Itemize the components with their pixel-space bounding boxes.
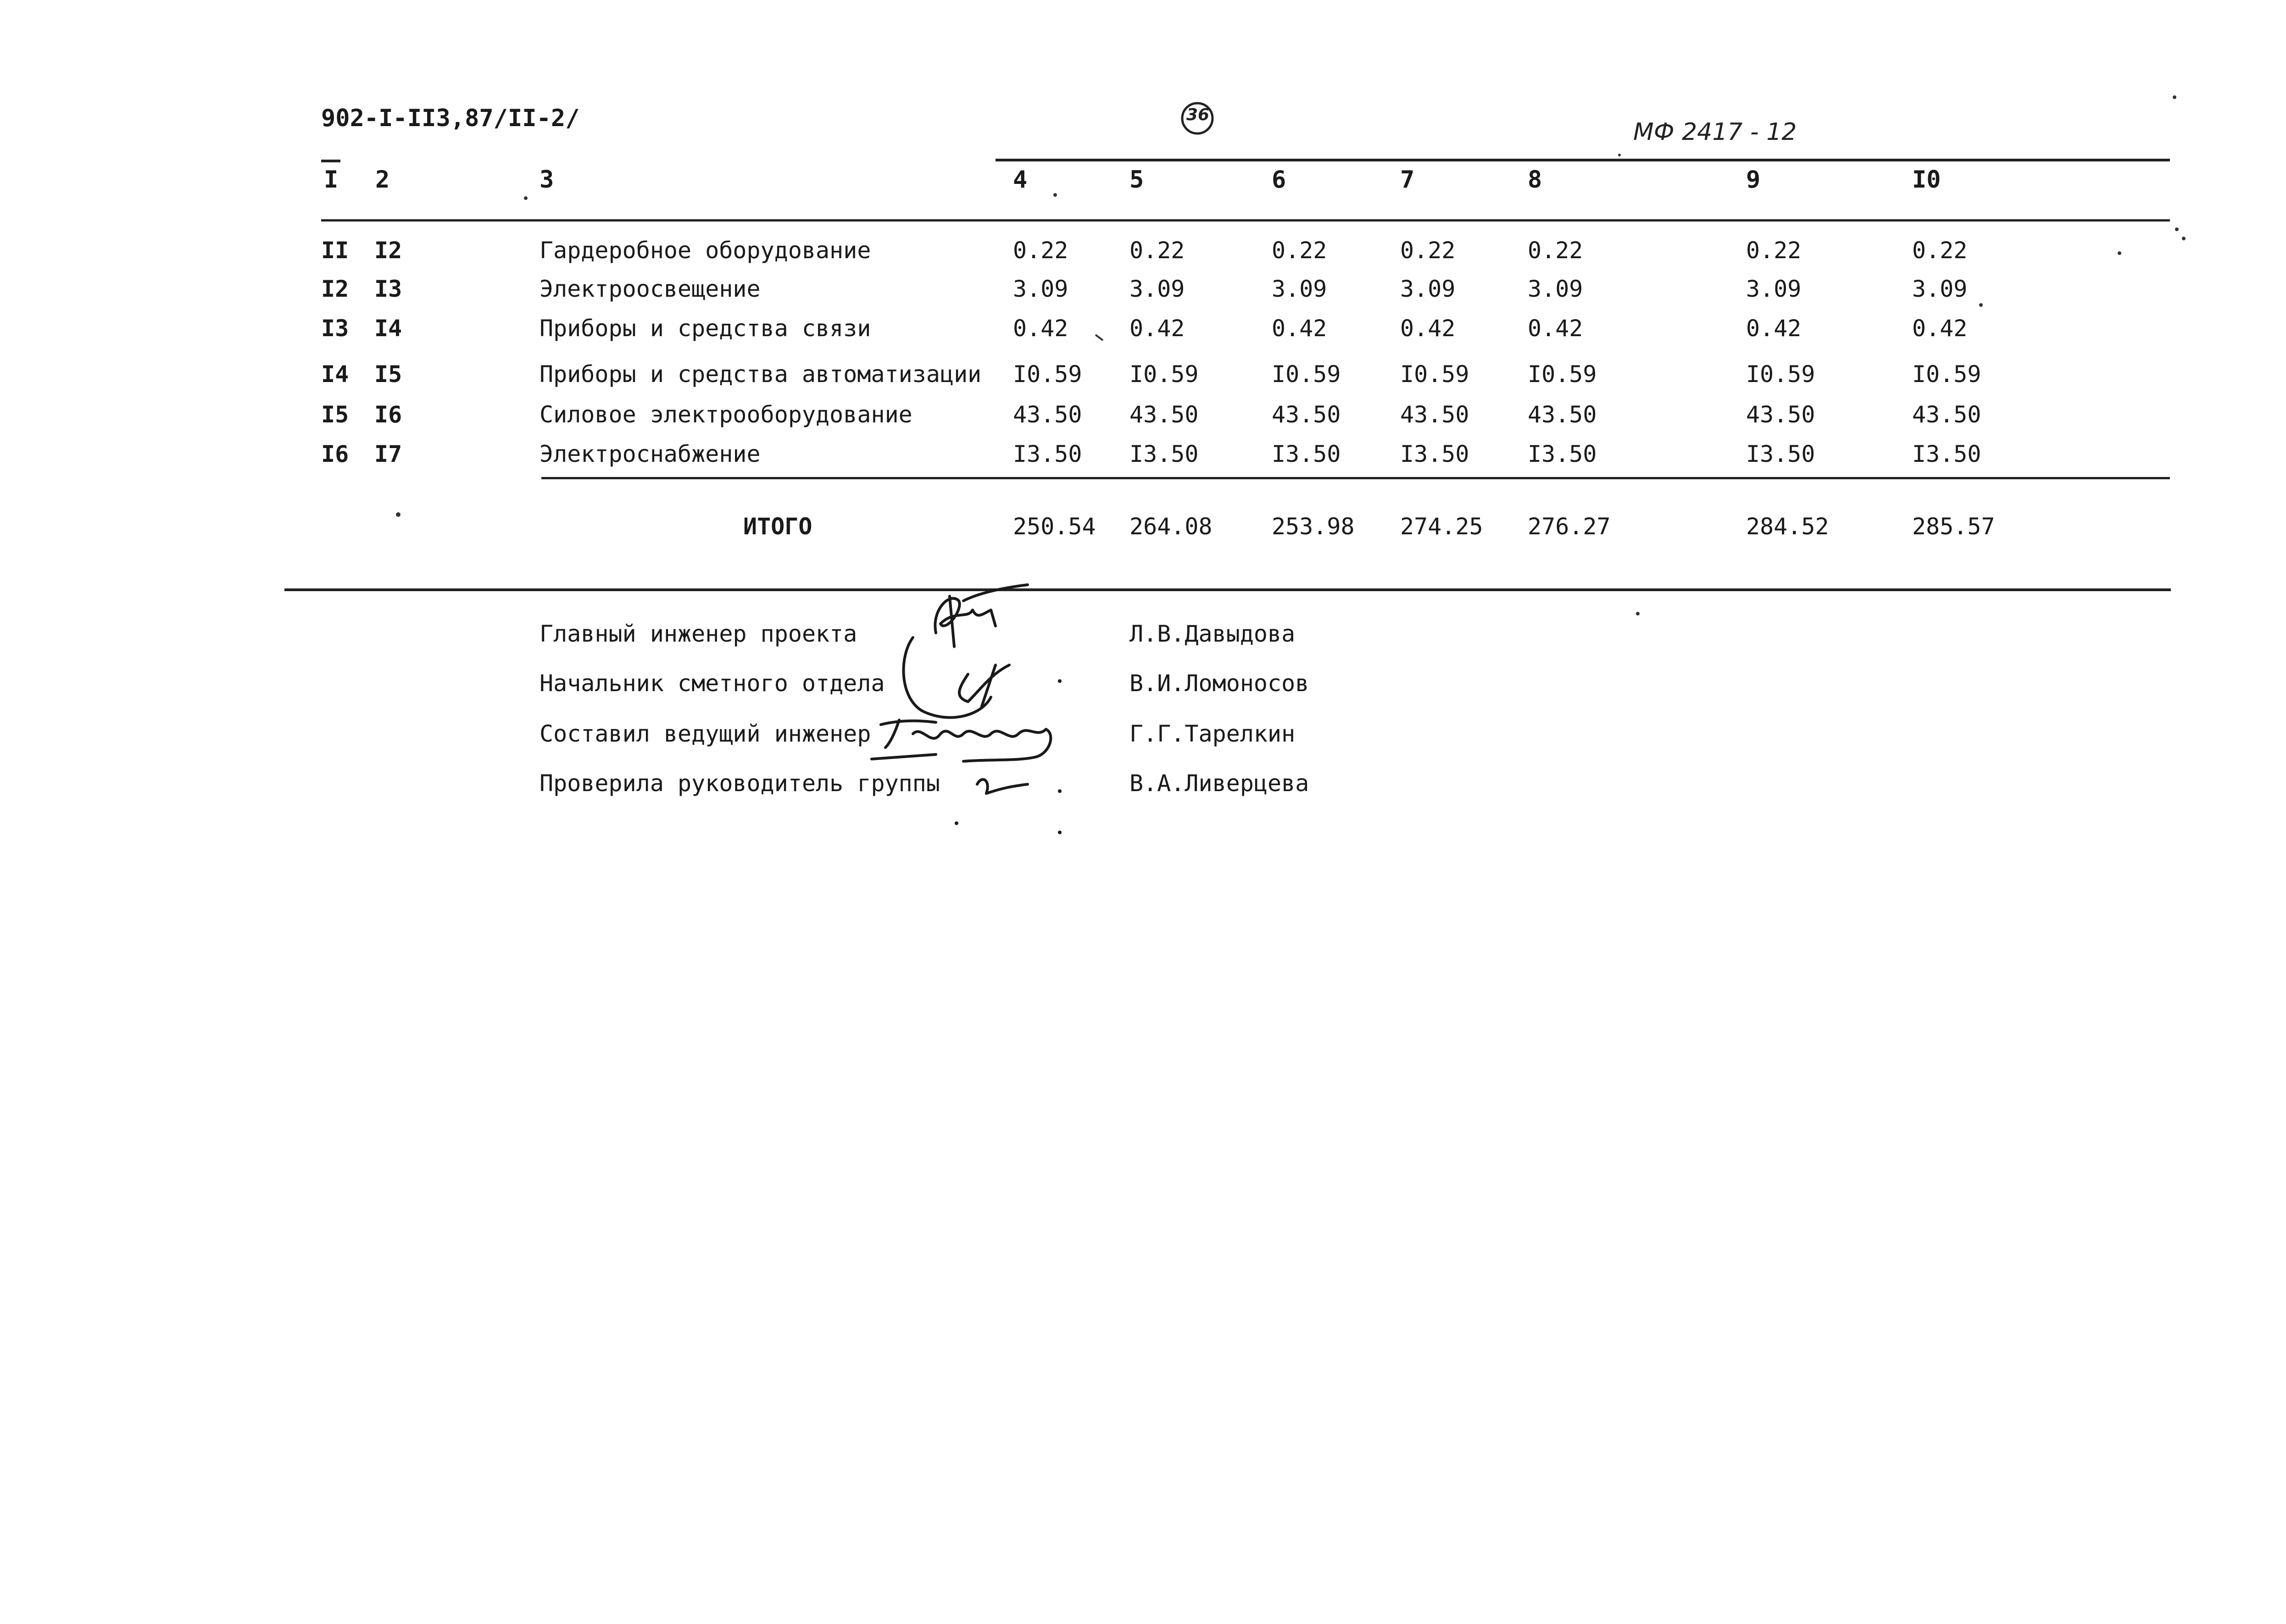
- row-name: Приборы и средства автоматизации: [540, 361, 982, 388]
- col-header-7: 7: [1400, 166, 1415, 194]
- row-value: 43.50: [1528, 401, 1597, 428]
- row-value: I3.50: [1129, 441, 1199, 467]
- row-value: 0.42: [1129, 315, 1185, 342]
- row-value: 3.09: [1129, 276, 1185, 302]
- row-col1: I2: [321, 276, 349, 302]
- row-value: 0.22: [1013, 237, 1068, 264]
- row-col2: I4: [374, 315, 402, 342]
- row-name: Приборы и средства связи: [540, 315, 871, 342]
- row-col2: I5: [374, 361, 402, 388]
- row-name: Электроснабжение: [540, 441, 761, 467]
- row-value: 3.09: [1528, 276, 1583, 302]
- total-label: ИТОГО: [743, 513, 812, 540]
- row-value: 0.42: [1746, 315, 1802, 342]
- row-col1: I5: [321, 401, 349, 428]
- row-value: 43.50: [1912, 401, 1981, 428]
- signature-name: В.И.Ломоносов: [1129, 670, 1309, 697]
- row-col2: I3: [374, 276, 402, 302]
- col-header-5: 5: [1129, 166, 1144, 194]
- signature-name: Г.Г.Тарелкин: [1129, 721, 1296, 747]
- row-col2: I7: [374, 441, 402, 467]
- col-header-10: I0: [1912, 166, 1941, 194]
- total-value: 274.25: [1400, 513, 1483, 540]
- row-value: 43.50: [1272, 401, 1341, 428]
- signature-role: Проверила руководитель группы: [540, 770, 940, 797]
- row-value: I0.59: [1400, 361, 1469, 388]
- row-value: 3.09: [1013, 276, 1068, 302]
- row-value: 0.42: [1400, 315, 1456, 342]
- row-col2: I6: [374, 401, 402, 428]
- col-header-3: 3: [540, 166, 554, 194]
- row-value: 0.42: [1013, 315, 1068, 342]
- signature-name: Л.В.Давыдова: [1129, 621, 1296, 647]
- col-header-6: 6: [1272, 166, 1286, 194]
- row-name: Силовое электрооборудование: [540, 401, 912, 428]
- row-value: 0.22: [1528, 237, 1583, 264]
- row-value: I3.50: [1528, 441, 1597, 467]
- row-value: 43.50: [1746, 401, 1815, 428]
- row-name: Электроосвещение: [540, 276, 761, 302]
- total-value: 285.57: [1912, 513, 1995, 540]
- col-header-9: 9: [1746, 166, 1761, 194]
- row-value: 3.09: [1272, 276, 1327, 302]
- col-header-8: 8: [1528, 166, 1542, 194]
- row-value: I3.50: [1912, 441, 1981, 467]
- col-header-2: 2: [375, 166, 390, 194]
- signature-role: Начальник сметного отдела: [540, 670, 885, 697]
- row-value: 43.50: [1013, 401, 1082, 428]
- row-value: 0.42: [1912, 315, 1968, 342]
- row-name: Гардеробное оборудование: [540, 237, 871, 264]
- row-value: I3.50: [1272, 441, 1341, 467]
- row-value: I0.59: [1912, 361, 1981, 388]
- row-value: 0.22: [1912, 237, 1968, 264]
- row-value: 0.22: [1400, 237, 1456, 264]
- row-value: 0.22: [1272, 237, 1327, 264]
- col-header-1: I: [324, 166, 339, 194]
- row-value: 0.42: [1528, 315, 1583, 342]
- row-value: I3.50: [1400, 441, 1469, 467]
- row-value: 3.09: [1912, 276, 1968, 302]
- row-value: I0.59: [1272, 361, 1341, 388]
- total-value: 264.08: [1129, 513, 1213, 540]
- row-col1: I6: [321, 441, 349, 467]
- total-value: 276.27: [1528, 513, 1611, 540]
- total-value: 284.52: [1746, 513, 1829, 540]
- handwritten-reference: МФ 2417 - 12: [1633, 118, 1797, 146]
- row-value: 0.22: [1746, 237, 1802, 264]
- page-number: 36: [1186, 105, 1210, 124]
- total-value: 250.54: [1013, 513, 1096, 540]
- row-value: 43.50: [1129, 401, 1199, 428]
- row-value: 3.09: [1746, 276, 1802, 302]
- row-value: I0.59: [1746, 361, 1815, 388]
- row-value: 3.09: [1400, 276, 1456, 302]
- row-col1: I4: [321, 361, 349, 388]
- row-value: I0.59: [1528, 361, 1597, 388]
- signature-role: Главный инженер проекта: [540, 621, 857, 647]
- row-value: I0.59: [1013, 361, 1082, 388]
- row-col1: I3: [321, 315, 349, 342]
- row-col1: II: [321, 237, 349, 264]
- row-value: 0.42: [1272, 315, 1327, 342]
- row-value: I3.50: [1746, 441, 1815, 467]
- col-header-4: 4: [1013, 166, 1028, 194]
- row-value: I0.59: [1129, 361, 1199, 388]
- signature-role: Составил ведущий инженер: [540, 721, 871, 747]
- row-col2: I2: [374, 237, 402, 264]
- row-value: I3.50: [1013, 441, 1082, 467]
- total-value: 253.98: [1272, 513, 1355, 540]
- row-value: 0.22: [1129, 237, 1185, 264]
- document-code: 902-I-II3,87/II-2/: [321, 105, 580, 132]
- row-value: 43.50: [1400, 401, 1469, 428]
- signature-name: В.А.Ливерцева: [1129, 770, 1309, 797]
